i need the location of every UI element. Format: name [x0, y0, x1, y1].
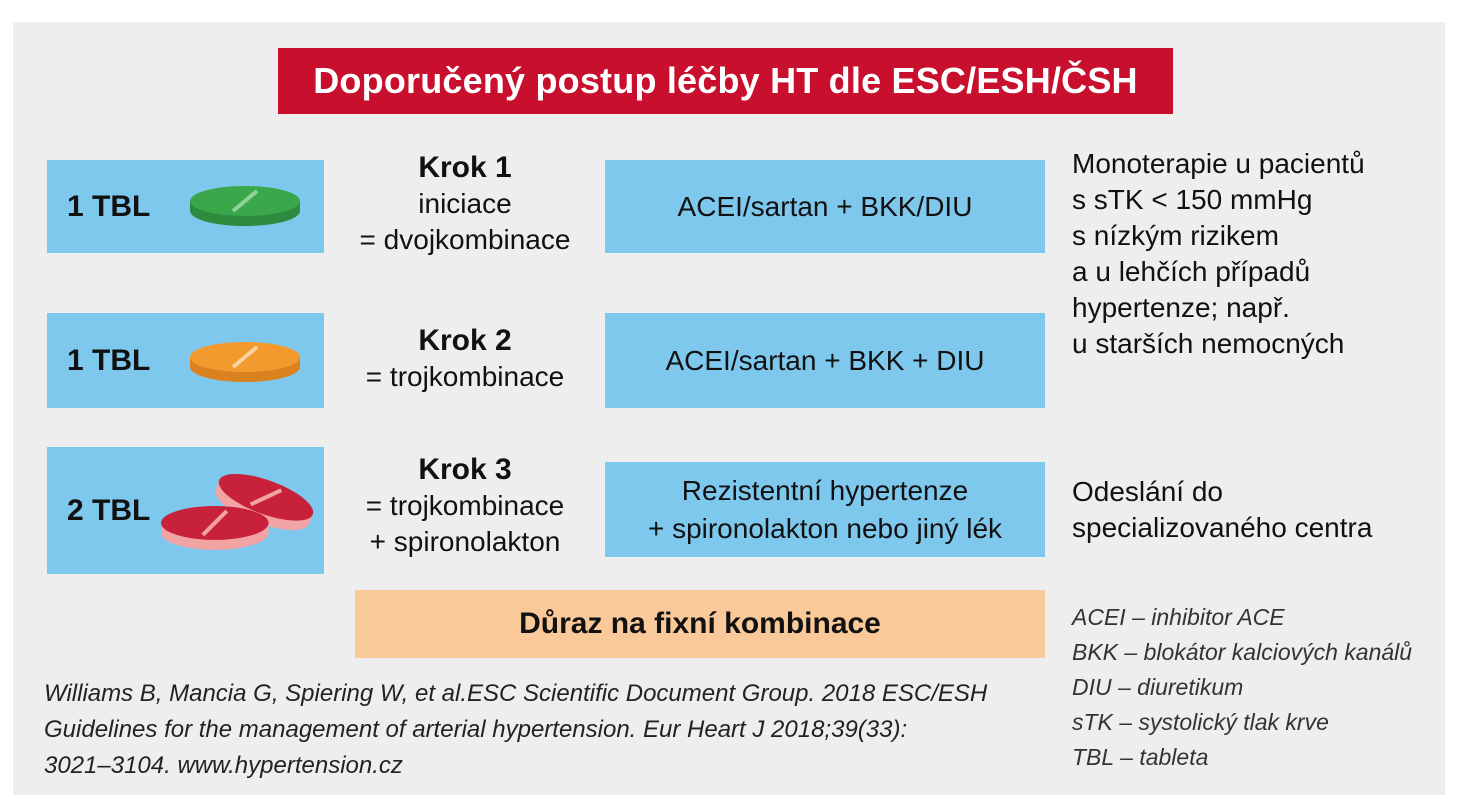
step2-text [330, 323, 600, 395]
drug-step2-line1: ACEI/sartan + BKK + DIU [665, 344, 985, 376]
drug-step3-line1: Rezistentní hypertenze [681, 474, 969, 506]
citation [44, 676, 1004, 784]
note-mono-line2: s sTK < 150 mmHg [1072, 184, 1313, 215]
legend-item-tbl: TBL – tableta [1072, 744, 1209, 770]
legend-item-stk: sTK – systolický tlak krve [1072, 709, 1329, 735]
abbreviation-legend [1072, 600, 1432, 775]
step2-title: Krok 2 [418, 324, 512, 357]
figure-title: Doporučený postup léčby HT dle ESC/ESH/ČSH [278, 48, 1173, 114]
step3-title: Krok 3 [418, 453, 512, 486]
step3-text [330, 452, 600, 560]
note-referral-line1: Odeslání do [1072, 476, 1223, 507]
drug-step1-line1: ACEI/sartan + BKK/DIU [677, 190, 973, 222]
step1-line1: iniciace [418, 188, 512, 219]
step1-title: Krok 1 [418, 151, 512, 184]
legend-item-acei: ACEI – inhibitor ACE [1072, 604, 1285, 630]
legend-item-diu: DIU – diuretikum [1072, 674, 1244, 700]
tbl-box-step1 [47, 160, 324, 253]
pill-green-icon [187, 177, 307, 237]
tbl-count-step3: 2 TBL [67, 493, 151, 527]
note-mono-line3: s nízkým rizikem [1072, 220, 1279, 251]
drug-box-step3 [605, 462, 1045, 557]
step3-line2: + spironolakton [369, 526, 561, 557]
note-mono-line4: a u lehčích případů [1072, 256, 1311, 287]
citation-line1: Williams B, Mancia G, Spiering W, et al.ESC Scientific Document Group. 2018 ESC/ESH [44, 680, 988, 707]
tbl-box-step2 [47, 313, 324, 408]
tbl-count-step1: 1 TBL [67, 189, 151, 223]
step1-line2: = dvojkombinace [359, 224, 571, 255]
note-referral-line2: specializovaného centra [1072, 512, 1373, 543]
pill-orange-icon [187, 331, 307, 391]
note-mono-line5: hypertenze; např. [1072, 292, 1290, 323]
tbl-count-step2: 1 TBL [67, 343, 151, 377]
drug-step3-line2: + spironolakton nebo jiný lék [647, 512, 1003, 544]
tbl-box-step3 [47, 447, 324, 574]
emphasis-bar: Důraz na fixní kombinace [355, 590, 1045, 658]
note-monotherapy [1072, 146, 1442, 362]
drug-box-step1 [605, 160, 1045, 253]
citation-line3: 3021–3104. www.hypertension.cz [44, 752, 403, 779]
step3-line1: = trojkombinace [365, 490, 565, 521]
drug-box-step2 [605, 313, 1045, 408]
pill-red-icon [155, 461, 324, 561]
step1-text [330, 150, 600, 258]
legend-item-bkk: BKK – blokátor kalciových kanálů [1072, 639, 1413, 665]
note-mono-line1: Monoterapie u pacientů [1072, 148, 1365, 179]
step2-line1: = trojkombinace [365, 361, 565, 392]
citation-line2: Guidelines for the management of arterial hypertension. Eur Heart J 2018;39(33): [44, 716, 908, 743]
note-referral [1072, 474, 1442, 546]
note-mono-line6: u starších nemocných [1072, 328, 1345, 359]
